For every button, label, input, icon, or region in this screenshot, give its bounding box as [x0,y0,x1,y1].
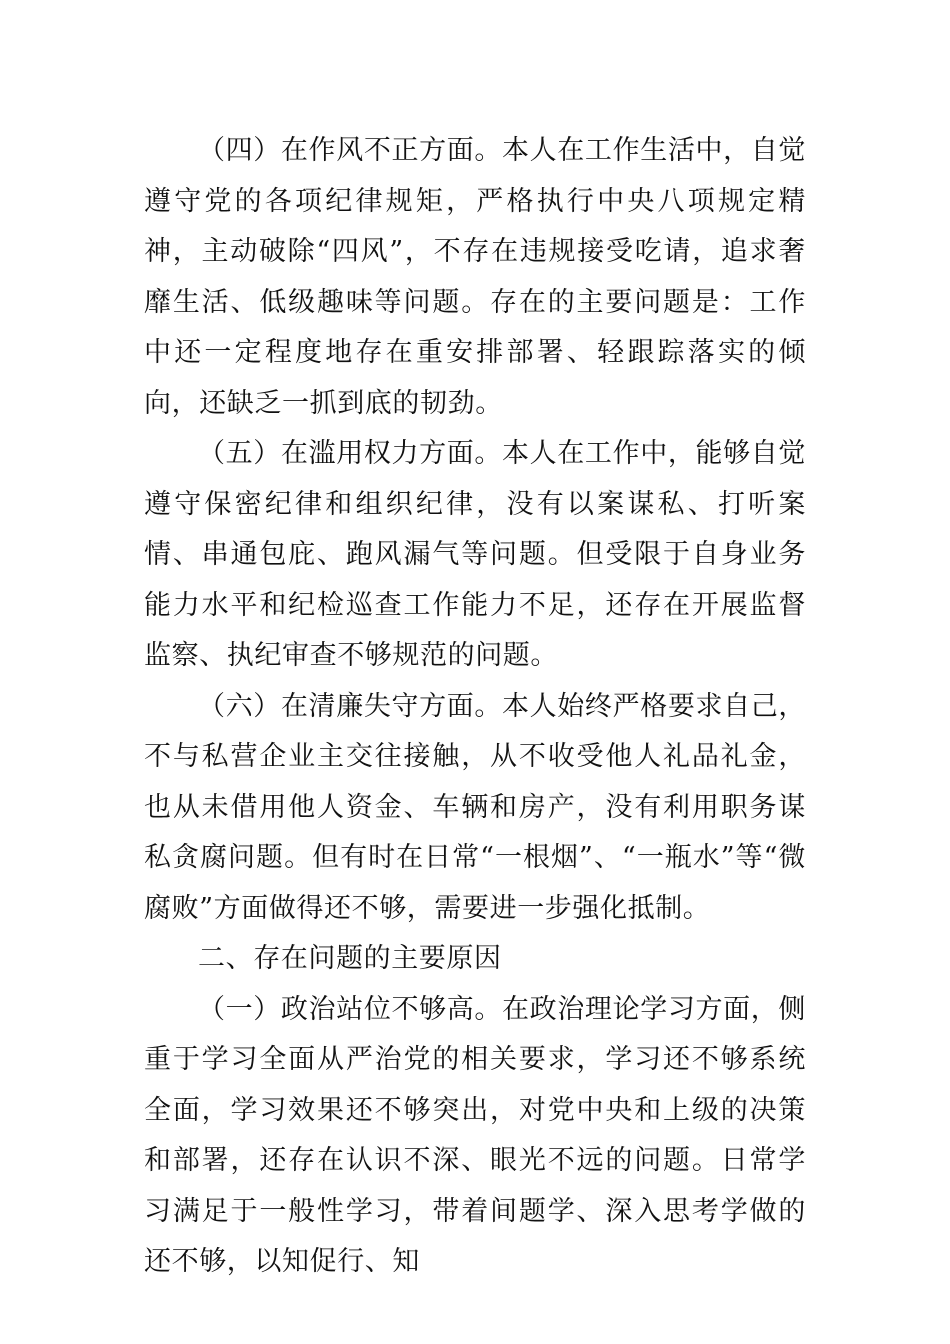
paragraph-abuse-of-power: （五）在滥用权力方面。本人在工作中，能够自觉遵守保密纪律和组织纪律，没有以案谋私、打听案情、串通包庇、跑风漏气等问题。但受限于自身业务能力水平和纪检巡查工作能力不足，还存在开展监督监察、执纪审查不够规范的问题。 [144,438,806,671]
paragraph-integrity: （六）在清廉失守方面。本人始终严格要求自己，不与私营企业主交往接触，从不收受他人礼品礼金，也从未借用他人资金、车辆和房产，没有利用职务谋私贪腐问题。但有时在日常“一根烟”、“一瓶水”等“微腐败”方面做得还不够，需要进一步强化抵制。 [144,690,806,924]
document-body [144,126,806,1288]
paragraph-work-style: （四）在作风不正方面。本人在工作生活中，自觉遵守党的各项纪律规矩，严格执行中央八项规定精神，主动破除“四风”，不存在违规接受吃请，追求奢靡生活、低级趣味等问题。存在的主要问题是：工作中还一定程度地存在重安排部署、轻跟踪落实的倾向，还缺乏一抓到底的韧劲。 [144,135,806,419]
section-heading: 二、存在问题的主要原因 [198,943,502,974]
paragraph-political-stance: （一）政治站位不够高。在政治理论学习方面，侧重于学习全面从严治党的相关要求，学习还不够系统全面，学习效果还不够突出，对党中央和上级的决策和部署，还存在认识不深、眼光不远的问题。日常学习满足于一般性学习，带着间题学、深入思考学做的还不够，以知促行、知 [144,993,806,1277]
